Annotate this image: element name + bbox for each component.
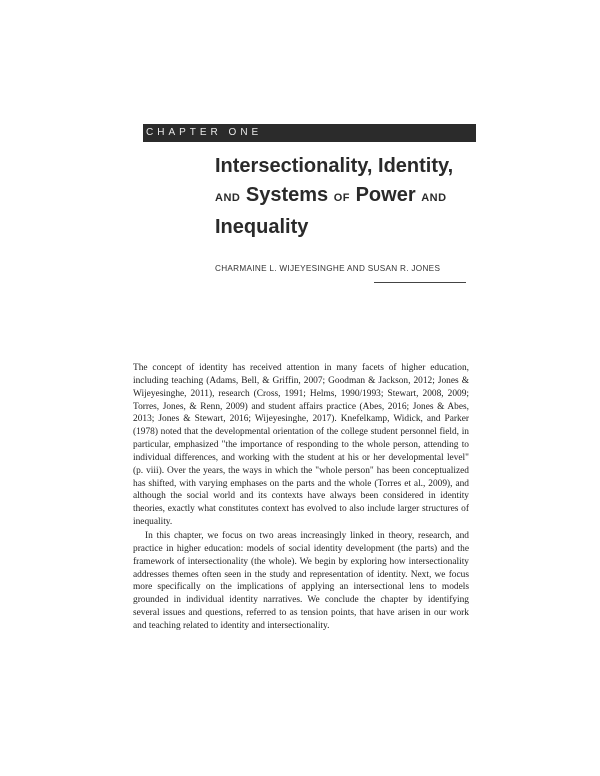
title-word-and-2: AND — [421, 192, 447, 204]
title-word-power: Power — [355, 184, 416, 206]
title-word-of: OF — [333, 192, 351, 204]
title-word-systems: Systems — [245, 184, 329, 206]
chapter-authors: CHARMAINE L. WIJEYESINGHE AND SUSAN R. JONES — [215, 264, 441, 273]
author-rule — [374, 282, 466, 283]
chapter-label: CHAPTER ONE — [146, 127, 263, 138]
title-line-1: Intersectionality, Identity, — [215, 155, 454, 177]
title-line-2 — [215, 181, 485, 213]
chapter-title — [215, 152, 485, 242]
title-word-and: AND — [215, 192, 241, 204]
paragraph-1: The concept of identity has received attention in many facets of higher education, including teaching (Adams, Bell, & Griffin, 2007; Goodman & Jackson, 2012; Jones & Wijeyesinghe, 2011), research (Cross, 1991; Helms, 1990/1993; Stewart, 2008, 2009; Torres, Jones, & Renn, 2009) and student affairs practice (Abes, 2016; Jones & Abes, 2013; Jones & Stewart, 2016; Wijeyesinghe, 2017). Knefelkamp, Widick, and Parker (1978) noted that the developmental orientation of the college student personnel field, in particular, emphasized "the importance of responding to the whole person, attending to individual differences, and working with the student at his or her developmental level" (p. viii). Over the years, the ways in which the "whole person" has been conceptualized has shifted, with varying emphases on the parts and the whole (Torres et al., 2009), and although the social world and its contexts have always been considered in identity theories, exactly what constitutes context has evolved to also include larger structures of inequality. — [133, 363, 469, 528]
paragraph-2: In this chapter, we focus on two areas increasingly linked in theory, research, and practice in higher education: models of social identity development (the parts) and the framework of intersectionality (the whole). We begin by exploring how intersectionality addresses themes often seen in the study and representation of identity. Next, we focus more specifically on the implications of applying an intersectional lens to models grounded in individual identity narratives. We conclude the chapter by identifying several issues and questions, referred to as tension points, that have arisen in our work and teaching related to identity and intersectionality. — [133, 530, 469, 631]
title-line-3: Inequality — [215, 216, 309, 238]
chapter-body — [133, 362, 469, 633]
